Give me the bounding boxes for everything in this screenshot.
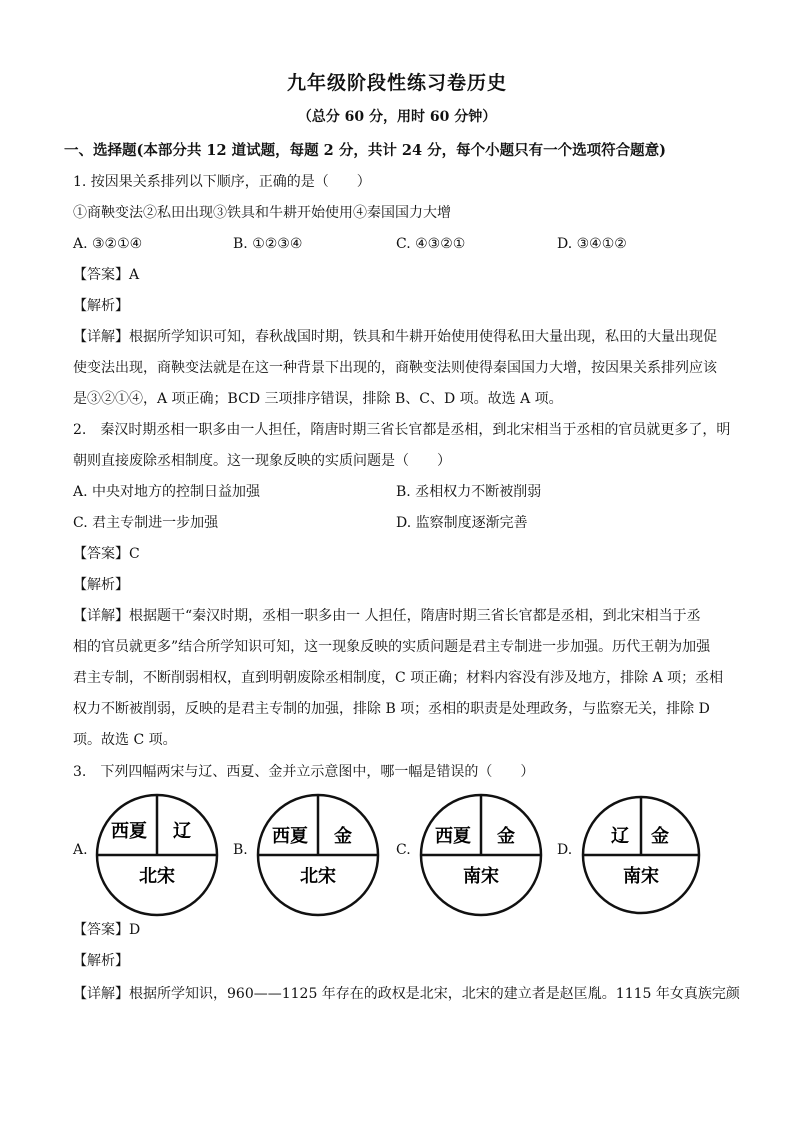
section-heading: 一、选择题(本部分共 12 道试题，每题 2 分，共计 24 分，每个小题只有一个选项符合题意): [64, 142, 666, 159]
q2-option-a: A. 中央对地方的控制日益加强: [73, 484, 261, 500]
q2-answer: 【答案】C: [73, 546, 140, 562]
q3-analysis: 【解析】: [73, 953, 129, 969]
region-top-left: 西夏: [111, 821, 147, 842]
region-top-left: 辽: [611, 826, 629, 847]
region-top-right: 金: [334, 826, 352, 847]
q2-stem-line: 2. 秦汉时期丞相一职多由一人担任，隋唐时期三省长官都是丞相，到北宋相当于丞相的官员就更多了，明: [73, 422, 731, 438]
q1-option-b: B. ①②③④: [233, 236, 303, 252]
q2-detail-line: 君主专制，不断削弱相权，直到明朝废除丞相制度，C 项正确；材料内容没有涉及地方，排除 A 项；丞相: [73, 670, 724, 686]
region-bottom: 北宋: [300, 866, 336, 887]
q1-detail-line: 是③②①④，A 项正确；BCD 三项排序错误，排除 B、C、D 项。故选 A 项。: [73, 391, 563, 407]
q3-diagram-b: [255, 792, 381, 918]
q3-detail-line: 【详解】根据所学知识，960——1125 年存在的政权是北宋，北宋的建立者是赵匡胤。1115 年女真族完颜: [73, 986, 740, 1002]
q3-diagram-a: [94, 792, 220, 918]
q3-answer: 【答案】D: [73, 922, 141, 938]
region-top-left: 西夏: [435, 826, 471, 847]
q1-answer: 【答案】A: [73, 267, 140, 283]
q2-detail-line: 相的官员就更多”结合所学知识可知，这一现象反映的实质问题是君主专制进一步加强。历代王朝为加强: [73, 639, 711, 655]
q3-diagram-d: [578, 792, 704, 918]
q3-diagram-d-label: D.: [557, 842, 573, 858]
page-title: 九年级阶段性练习卷历史: [286, 72, 507, 94]
q3-diagram-a-label: A.: [73, 842, 88, 858]
q2-option-c: C. 君主专制进一步加强: [73, 515, 219, 531]
q1-analysis: 【解析】: [73, 298, 129, 314]
q2-option-d: D. 监察制度逐渐完善: [396, 515, 528, 531]
region-top-right: 金: [497, 826, 515, 847]
q2-detail-line: 项。故选 C 项。: [73, 732, 177, 748]
q1-items: ①商鞅变法②私田出现③铁具和牛耕开始使用④秦国国力大增: [73, 205, 451, 221]
q2-detail-line: 【详解】根据题干“秦汉时期，丞相一职多由一 人担任，隋唐时期三省长官都是丞相，到北宋相当于丞: [73, 608, 701, 624]
q2-option-b: B. 丞相权力不断被削弱: [396, 484, 542, 500]
region-top-right: 辽: [173, 821, 191, 842]
region-bottom: 南宋: [463, 866, 499, 887]
region-bottom: 北宋: [139, 866, 175, 887]
region-top-left: 西夏: [272, 826, 308, 847]
q2-detail-line: 权力不断被削弱，反映的是君主专制的加强，排除 B 项；丞相的职责是处理政务，与监察无关，排除 D: [73, 701, 710, 717]
q1-option-d: D. ③④①②: [557, 236, 627, 252]
q1-detail-line: 【详解】根据所学知识可知，春秋战国时期，铁具和牛耕开始使用使得私田大量出现，私田的大量出现促: [73, 329, 717, 345]
page-subtitle: （总分 60 分，用时 60 分钟）: [297, 109, 497, 125]
region-top-right: 金: [651, 826, 669, 847]
q3-diagram-c-label: C.: [396, 842, 411, 858]
q3-stem: 3. 下列四幅两宋与辽、西夏、金并立示意图中，哪一幅是错误的（ ）: [73, 764, 535, 780]
q1-detail-line: 使变法出现，商鞅变法就是在这一种背景下出现的，商鞅变法则使得秦国国力大增，按因果关系排列应该: [73, 360, 717, 376]
region-bottom: 南宋: [623, 866, 659, 887]
q1-stem: 1. 按因果关系排列以下顺序，正确的是（ ）: [73, 174, 371, 190]
q2-stem-line: 朝则直接废除丞相制度。这一现象反映的实质问题是（ ）: [73, 453, 451, 469]
q3-diagram-c: [418, 792, 544, 918]
q2-analysis: 【解析】: [73, 577, 129, 593]
q1-option-c: C. ④③②①: [396, 236, 466, 252]
q1-option-a: A. ③②①④: [73, 236, 143, 252]
q3-diagram-b-label: B.: [233, 842, 248, 858]
